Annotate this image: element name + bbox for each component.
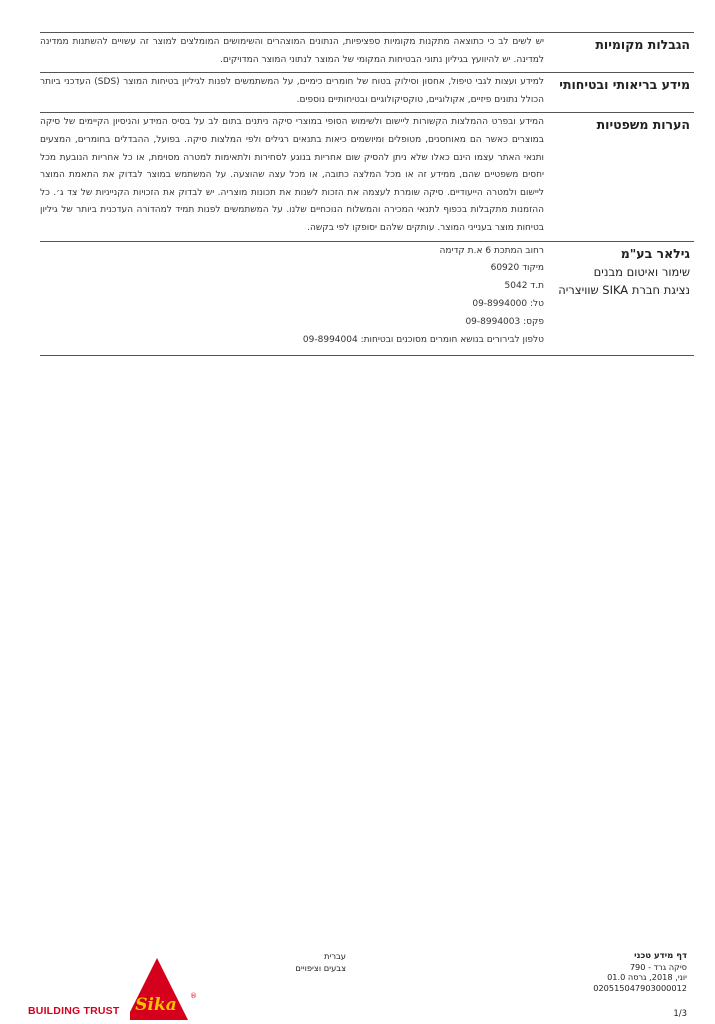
sika-logo <box>130 958 200 1020</box>
footer-meta <box>294 951 346 974</box>
page-number: 1/3 <box>673 1009 687 1019</box>
address-hazmat-phone: טלפון לבירורים בנושא חומרים מסוכנים ובטיחות: 09-8994004 <box>302 334 544 345</box>
footer-doc-title: דף מידע טכני <box>634 951 687 961</box>
company-label <box>544 242 694 356</box>
address-pobox: ת.ד 5042 <box>504 281 544 292</box>
footer-product: סיקה גרד - 790 <box>629 961 687 972</box>
footer-category: צבעים וציפויים <box>295 962 346 973</box>
brand-slogan: BUILDING TRUST <box>28 1005 120 1017</box>
footer-version: יוני, 2018, גרסה 01.0 <box>607 972 687 982</box>
section-text: יש לשים לב כי כתוצאה מתקנות מקומיות ספציפיות, הנתונים המוצהרים והשימושים המומלצים למוצר זה עשויים להשתנות ממדינה למדינה. יש להיוועץ בגיליון נתוני הבטיחות המקומי של המוצר לנתוני המוצר המדויקים. <box>40 37 544 65</box>
footer-doc-info <box>537 951 687 993</box>
footer-code: 020515047903000012 <box>593 982 687 993</box>
company-description: שימור ואיטום מבנים <box>593 264 690 279</box>
section-company-contact <box>40 241 694 357</box>
footer-language: עברית <box>324 951 346 961</box>
company-representative: נציגת חברת SIKA שוויצריה <box>558 282 690 297</box>
section-title: מידע בריאותי ובטיחותי <box>559 77 690 93</box>
section-text: המידע ובפרט ההמלצות הקשורות ליישום ולשימוש הסופי במוצרי סיקה ניתנים בתום לב על בסיס המידע והניסיון הקיימים של סיקה במוצרים כאשר הם מאוחסנים, מטופלים ומיושמים כיאות בתנאים רגילים ולפי המלצות סיקה. בפועל, ההבדלים בחומרים, המצעים ותנאי האתר עצמו הינם כאלו שלא ניתן להסיק שום אחריות בנוגע לסחירות ולתאימות למטרה מסוימת, או כל אחריות הנובעת מכל יחסים משפטיים שהם, ממידע זה או מכל המלצה כתובה, או מכל עצה שהוצעה. על המשתמש במוצר לבדוק את התאמת המוצר ליישום ולמטרה הייעודיים. סיקה שומרת לעצמה את הזכות לשנות את תכונות מוצריה. יש לבדוק את הזכויות הקנייניות של צד ג׳. כל ההזמנות מתקבלות בכפוף לתנאי המכירה והמשלוח הנוכחיים שלנו. על המשתמשים לפנות תמיד למהדורה העדכנית ביותר של גיליון בטיחות מוצר בענייני המוצר. עותקים שלהם יסופקו לפי בקשה. <box>40 117 544 233</box>
section-legal-notes <box>40 112 694 240</box>
section-title: הגבלות מקומיות <box>595 37 690 52</box>
address-street: רחוב המתכת 6 א.ת קדימה <box>439 245 544 256</box>
section-label <box>544 73 694 112</box>
section-label <box>544 33 694 72</box>
address-fax: פקס: 09-8994003 <box>465 316 544 327</box>
section-health-safety <box>40 72 694 112</box>
section-title: הערות משפטיות <box>596 117 690 133</box>
address-zip: מיקוד 60920 <box>490 263 544 274</box>
section-local-restrictions <box>40 32 694 72</box>
logo-wordmark: Sika <box>135 995 177 1015</box>
document-body <box>40 32 694 356</box>
company-address <box>40 242 544 356</box>
section-label <box>544 113 694 240</box>
address-phone: טל: 09-8994000 <box>472 298 544 309</box>
logo-registered-mark: ® <box>190 992 197 1000</box>
company-name: גילאר בע"מ <box>620 245 690 261</box>
section-text: למידע ועצות לגבי טיפול, אחסון וסילוק בטוח של חומרים כימיים, על המשתמשים לפנות לגיליון בטיחות המוצר (SDS) העדכני ביותר הכולל נתונים פיזיים, אקולוגיים, טוקסיקולוגיים ובטיחותיים נוספים. <box>40 77 544 105</box>
